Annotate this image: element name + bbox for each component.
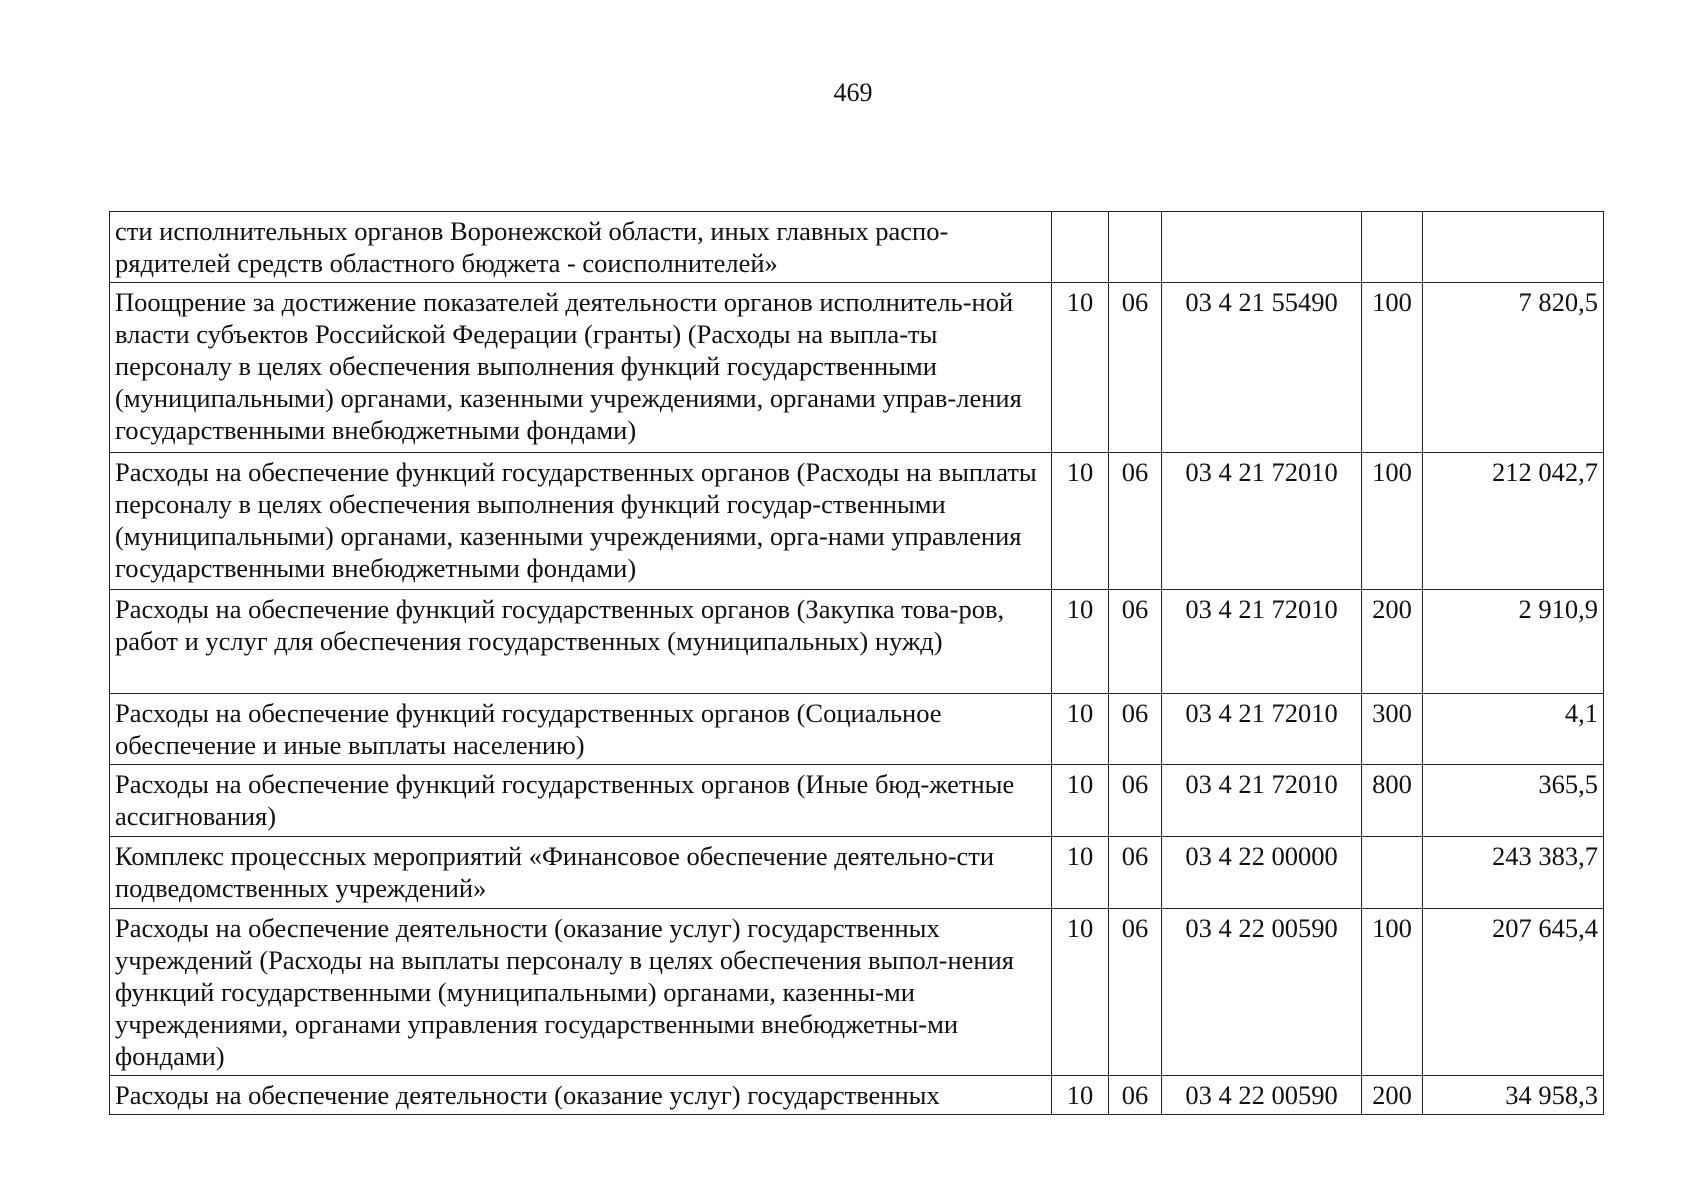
expense-type-code [1362,837,1423,909]
table-row [110,590,1604,694]
table-row [110,765,1604,837]
row-description: Расходы на обеспечение деятельности (оказание услуг) государственных учреждений (Расходы на выплаты персоналу в целях обеспечения выпол-нения функций государственными (муниципальными) органами, казенны-ми учреждениями, органами управления государственными внебюджетны-ми фондами) [110,909,1052,1076]
subsection-code [1109,212,1162,283]
expense-type-code: 100 [1362,909,1423,1076]
amount: 212 042,7 [1423,453,1604,590]
section-code: 10 [1052,909,1109,1076]
table-row [110,694,1604,765]
subsection-code: 06 [1109,453,1162,590]
subsection-code: 06 [1109,909,1162,1076]
subsection-code: 06 [1109,590,1162,694]
amount: 34 958,3 [1423,1076,1604,1115]
row-description: сти исполнительных органов Воронежской области, иных главных распо-рядителей средств областного бюджета - соисполнителей» [110,212,1052,283]
table-row [110,212,1604,283]
section-code: 10 [1052,283,1109,453]
section-code: 10 [1052,1076,1109,1115]
amount: 207 645,4 [1423,909,1604,1076]
subsection-code: 06 [1109,283,1162,453]
row-description: Поощрение за достижение показателей деятельности органов исполнитель-ной власти субъектов Российской Федерации (гранты) (Расходы на выпла-ты персоналу в целях обеспечения выполнения функций государственными (муниципальными) органами, казенными учреждениями, органами управ-ления государственными внебюджетными фондами) [110,283,1052,453]
amount: 2 910,9 [1423,590,1604,694]
subsection-code: 06 [1109,837,1162,909]
table-row [110,1076,1604,1115]
expense-type-code: 100 [1362,283,1423,453]
section-code: 10 [1052,765,1109,837]
target-article-code: 03 4 22 00590 [1162,909,1362,1076]
target-article-code: 03 4 21 72010 [1162,694,1362,765]
table-row [110,909,1604,1076]
section-code [1052,212,1109,283]
row-description: Расходы на обеспечение функций государственных органов (Закупка това-ров, работ и услуг для обеспечения государственных (муниципальных) нужд) [110,590,1052,694]
target-article-code: 03 4 21 55490 [1162,283,1362,453]
budget-table [109,211,1604,1115]
expense-type-code [1362,212,1423,283]
section-code: 10 [1052,453,1109,590]
amount: 365,5 [1423,765,1604,837]
expense-type-code: 800 [1362,765,1423,837]
row-description: Расходы на обеспечение функций государственных органов (Социальное обеспечение и иные выплаты населению) [110,694,1052,765]
expense-type-code: 200 [1362,1076,1423,1115]
section-code: 10 [1052,590,1109,694]
target-article-code [1162,212,1362,283]
amount: 243 383,7 [1423,837,1604,909]
target-article-code: 03 4 21 72010 [1162,453,1362,590]
page-number: 469 [833,78,873,107]
expense-type-code: 200 [1362,590,1423,694]
target-article-code: 03 4 21 72010 [1162,765,1362,837]
section-code: 10 [1052,694,1109,765]
table-row [110,453,1604,590]
row-description: Комплекс процессных мероприятий «Финансовое обеспечение деятельно-сти подведомственных учреждений» [110,837,1052,909]
target-article-code: 03 4 21 72010 [1162,590,1362,694]
subsection-code: 06 [1109,1076,1162,1115]
section-code: 10 [1052,837,1109,909]
target-article-code: 03 4 22 00000 [1162,837,1362,909]
amount: 4,1 [1423,694,1604,765]
table-row [110,837,1604,909]
subsection-code: 06 [1109,694,1162,765]
target-article-code: 03 4 22 00590 [1162,1076,1362,1115]
expense-type-code: 100 [1362,453,1423,590]
row-description: Расходы на обеспечение деятельности (оказание услуг) государственных [110,1076,1052,1115]
row-description: Расходы на обеспечение функций государственных органов (Расходы на выплаты персоналу в целях обеспечения выполнения функций государ-ственными (муниципальными) органами, казенными учреждениями, орга-нами управления государственными внебюджетными фондами) [110,453,1052,590]
amount: 7 820,5 [1423,283,1604,453]
amount [1423,212,1604,283]
table-row [110,283,1604,453]
subsection-code: 06 [1109,765,1162,837]
expense-type-code: 300 [1362,694,1423,765]
row-description: Расходы на обеспечение функций государственных органов (Иные бюд-жетные ассигнования) [110,765,1052,837]
